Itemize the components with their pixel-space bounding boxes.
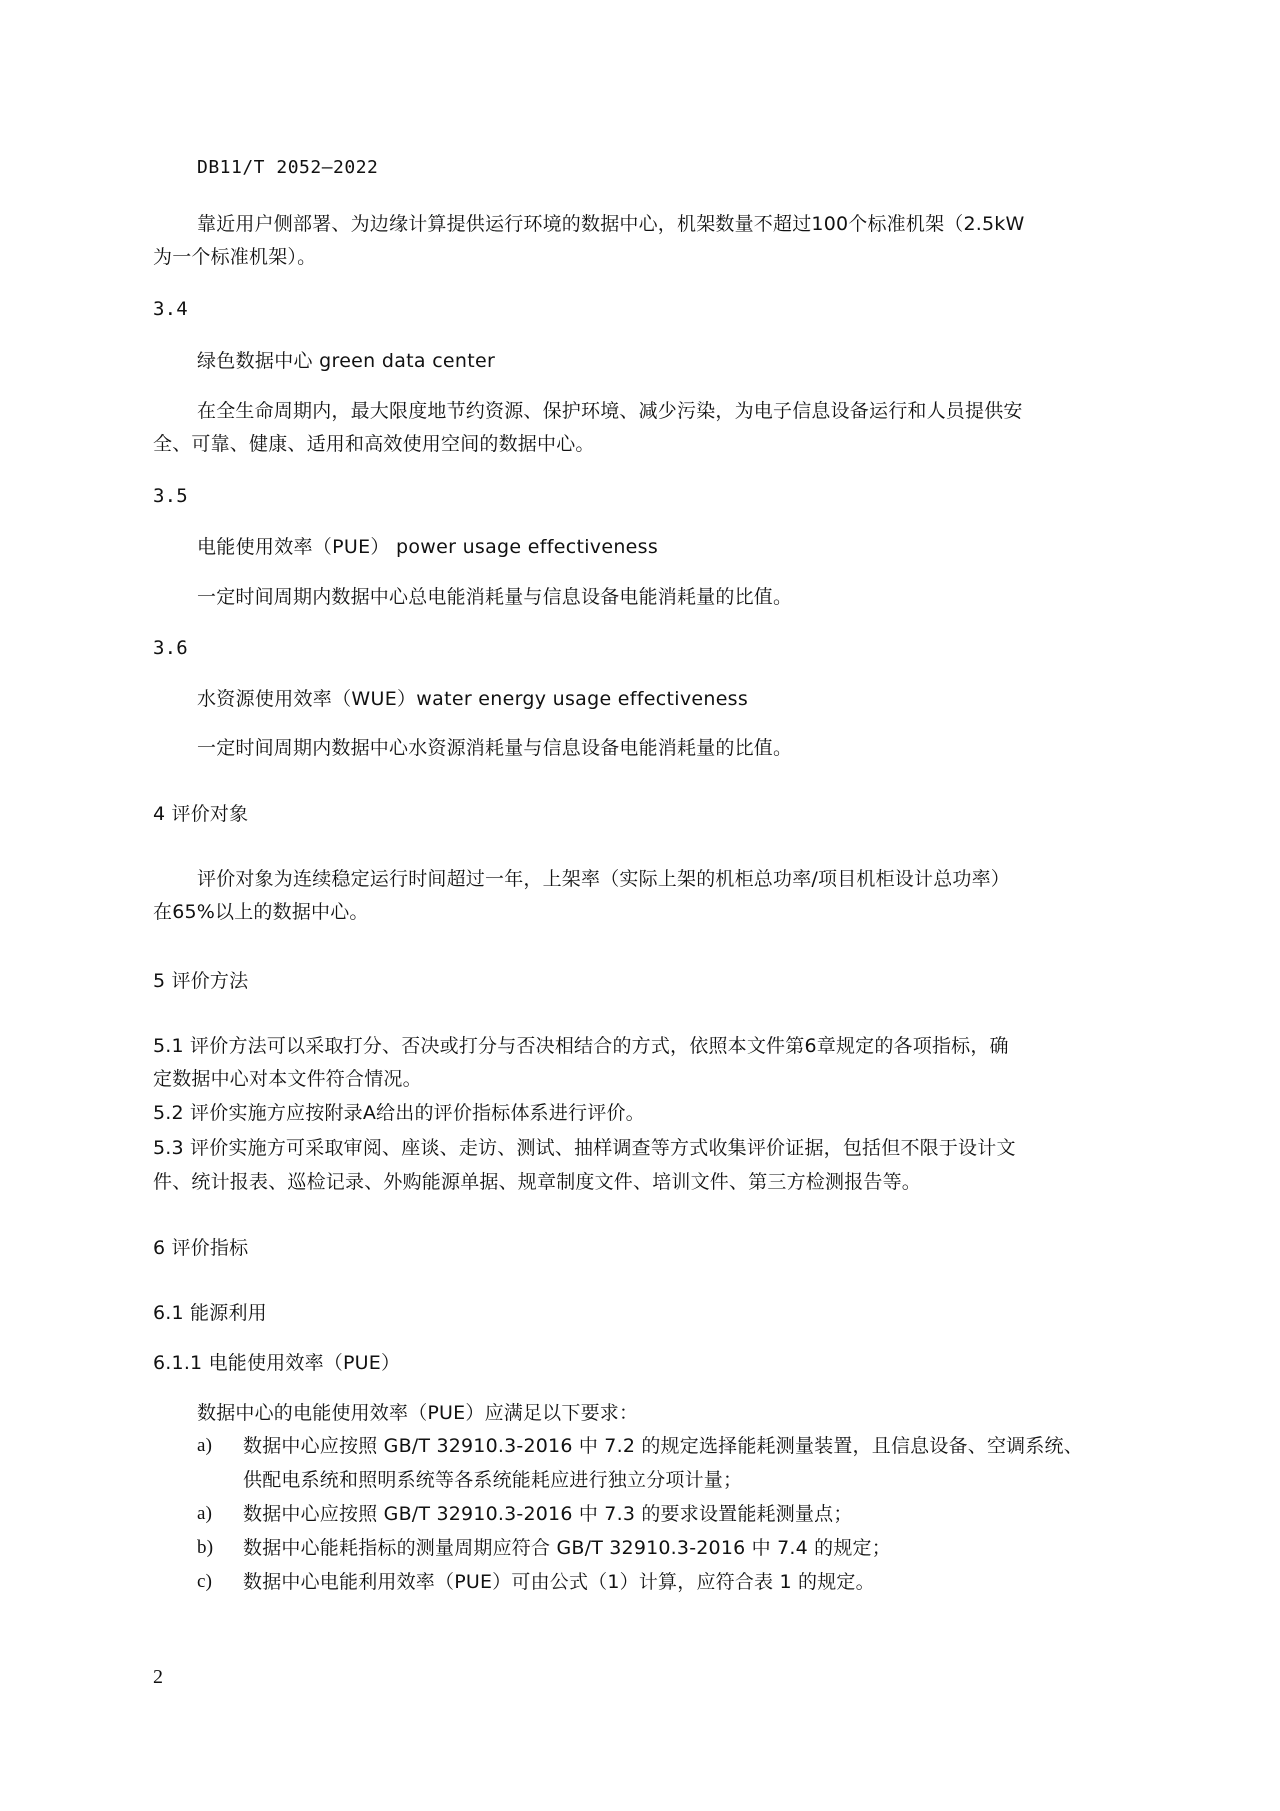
- list-item: 供配电系统和照明系统等各系统能耗应进行独立分项计量；: [243, 1469, 743, 1491]
- subsection-heading: 6.1.1 电能使用效率（PUE）: [153, 1352, 401, 1374]
- clause-number: 3.4: [153, 298, 188, 320]
- paragraph-line: 5.3 评价实施方可采取审阅、座谈、走访、测试、抽样调查等方式收集评价证据，包括但不限于设计文: [153, 1137, 1016, 1159]
- page-number: 2: [153, 1666, 163, 1688]
- section-heading: 5 评价方法: [153, 970, 249, 992]
- list-item: 数据中心电能利用效率（PUE）可由公式（1）计算，应符合表 1 的规定。: [243, 1571, 875, 1593]
- term-title: 绿色数据中心 green data center: [197, 350, 496, 372]
- definition-line: 全、可靠、健康、适用和高效使用空间的数据中心。: [153, 433, 595, 455]
- list-item: 数据中心应按照 GB/T 32910.3-2016 中 7.3 的要求设置能耗测量点；: [243, 1503, 853, 1525]
- term-title: 水资源使用效率（WUE）water energy usage effectiveness: [197, 688, 749, 710]
- list-marker: a): [197, 1503, 213, 1524]
- definition-line: 一定时间周期内数据中心水资源消耗量与信息设备电能消耗量的比值。: [197, 737, 793, 759]
- list-marker: c): [197, 1571, 213, 1592]
- definition-line: 一定时间周期内数据中心总电能消耗量与信息设备电能消耗量的比值。: [197, 586, 793, 608]
- paragraph-line: 5.2 评价实施方应按附录A给出的评价指标体系进行评价。: [153, 1102, 645, 1124]
- list-marker: b): [197, 1537, 214, 1558]
- document-code: DB11/T 2052—2022: [197, 157, 379, 178]
- paragraph-line: 为一个标准机架）。: [153, 246, 317, 268]
- definition-line: 在全生命周期内，最大限度地节约资源、保护环境、减少污染，为电子信息设备运行和人员提供安: [197, 400, 1023, 422]
- section-heading: 4 评价对象: [153, 803, 249, 825]
- paragraph-line: 定数据中心对本文件符合情况。: [153, 1068, 422, 1090]
- paragraph-line: 数据中心的电能使用效率（PUE）应满足以下要求：: [197, 1402, 639, 1424]
- paragraph-line: 件、统计报表、巡检记录、外购能源单据、规章制度文件、培训文件、第三方检测报告等。: [153, 1171, 922, 1193]
- subsection-heading: 6.1 能源利用: [153, 1302, 267, 1324]
- clause-number: 3.6: [153, 637, 188, 659]
- paragraph-line: 靠近用户侧部署、为边缘计算提供运行环境的数据中心，机架数量不超过100个标准机架（2.5kW: [197, 213, 1025, 235]
- list-item: 数据中心应按照 GB/T 32910.3-2016 中 7.2 的规定选择能耗测量装置，且信息设备、空调系统、: [243, 1435, 1083, 1457]
- section-heading: 6 评价指标: [153, 1237, 249, 1259]
- paragraph-line: 在65%以上的数据中心。: [153, 901, 369, 923]
- clause-number: 3.5: [153, 485, 188, 507]
- term-title: 电能使用效率（PUE） power usage effectiveness: [197, 536, 659, 558]
- list-marker: a): [197, 1435, 213, 1456]
- paragraph-line: 评价对象为连续稳定运行时间超过一年，上架率（实际上架的机柜总功率/项目机柜设计总功率）: [197, 868, 1011, 890]
- paragraph-line: 5.1 评价方法可以采取打分、否决或打分与否决相结合的方式，依照本文件第6章规定的各项指标，确: [153, 1035, 1009, 1057]
- list-item: 数据中心能耗指标的测量周期应符合 GB/T 32910.3-2016 中 7.4 的规定；: [243, 1537, 891, 1559]
